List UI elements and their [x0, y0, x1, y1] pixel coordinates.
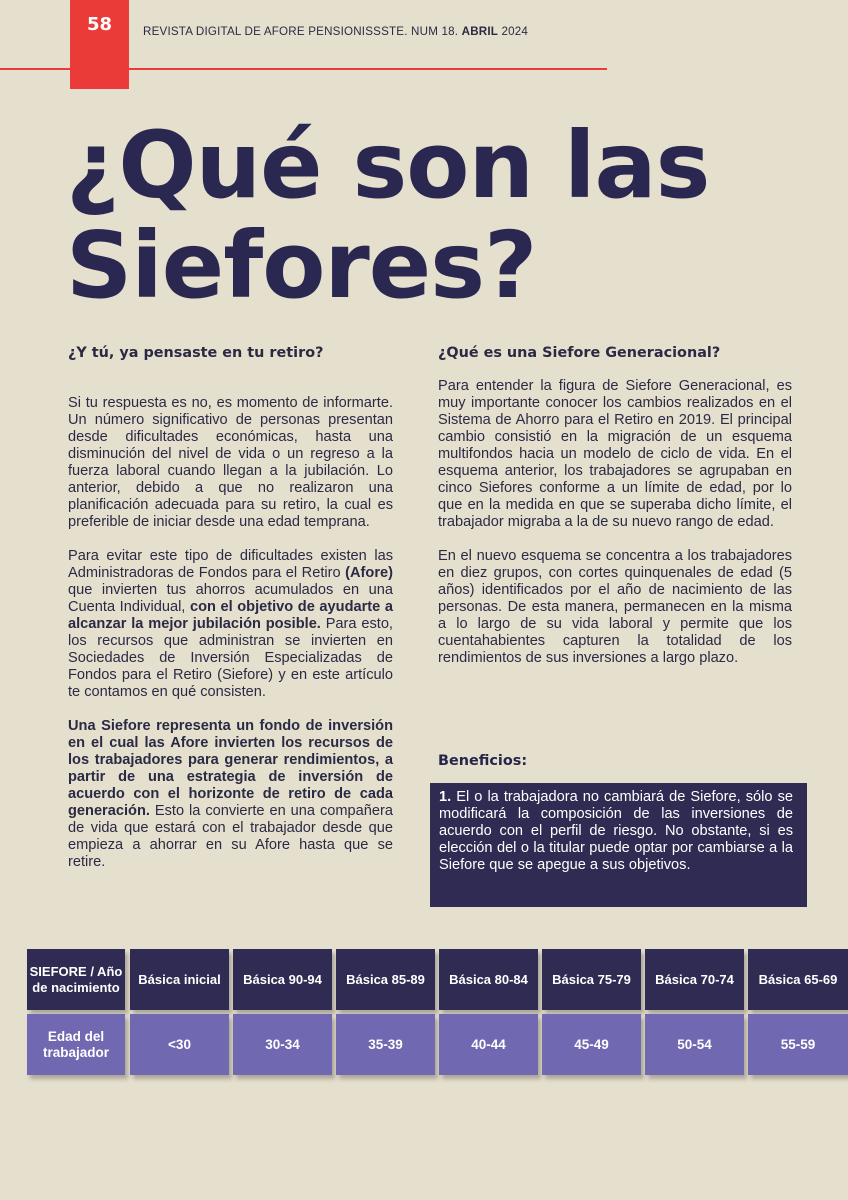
- header-rule: [0, 68, 607, 70]
- benefit-number: 1.: [439, 789, 452, 805]
- age-cell: 30-34: [233, 1014, 332, 1075]
- page-number: 58: [70, 0, 129, 89]
- publication-name: REVISTA DIGITAL DE AFORE PENSIONISSSTE. NUM 18.: [143, 25, 459, 38]
- age-cell: 45-49: [542, 1014, 641, 1075]
- age-cell: 35-39: [336, 1014, 435, 1075]
- left-paragraph-2: [68, 548, 393, 701]
- right-heading: ¿Qué es una Siefore Generacional?: [438, 345, 721, 361]
- p2-objective: con el objetivo de ayudarte a alcanzar la mejor jubilación posible.: [68, 599, 393, 632]
- p2-text-e: Para esto, los recursos que administran se invierten en Sociedades de Inversión Especializadas de Fondos para el Retiro (Siefore) y en este artículo te contamos en qué consisten.: [68, 616, 393, 700]
- siefore-cell: Básica 65-69: [748, 949, 848, 1010]
- benefit-text: El o la trabajadora no cambiará de Siefore, sólo se modificará la composición de las inversiones de acuerdo con el perfil de riesgo. No obstante, si es elección del o la titular puede optar por cambiarse a la Siefore que se apegue a sus objetivos.: [439, 789, 793, 873]
- issue-year: 2024: [501, 25, 529, 38]
- row-header-age: Edad del trabajador: [27, 1014, 125, 1075]
- age-cell: 55-59: [748, 1014, 848, 1075]
- age-cell: 40-44: [439, 1014, 538, 1075]
- siefore-cell: Básica 90-94: [233, 949, 332, 1010]
- p2-text-c: que invierten tus ahorros acumulados en una Cuenta Individual,: [68, 582, 393, 615]
- siefore-cell: Básica 85-89: [336, 949, 435, 1010]
- benefits-box: [430, 783, 807, 907]
- p3-rest: Esto la convierte en una compañera de vida que estará con el trabajador desde que empieza a ahorrar en su Afore hasta que se retire.: [68, 803, 393, 870]
- age-cell: <30: [130, 1014, 229, 1075]
- left-paragraph-3: [68, 718, 393, 871]
- left-paragraph-1: Si tu respuesta es no, es momento de informarte. Un número significativo de personas presentan desde dificultades económicas, hasta una disminución del nivel de vida o un regreso a la fuerza laboral cuando llegan a la jubilación. Lo anterior, debido a que no realizaron una planificación adecuada para su retiro, la cual es preferible de iniciar desde una edad temprana.: [68, 395, 393, 530]
- left-column: [68, 344, 393, 871]
- siefore-cell: Básica 70-74: [645, 949, 744, 1010]
- siefore-cell: Básica 80-84: [439, 949, 538, 1010]
- right-column: [438, 344, 792, 667]
- right-paragraph-2: En el nuevo esquema se concentra a los trabajadores en diez grupos, con cortes quinquenales de edad (5 años) identificados por el año de nacimiento de las personas. De esta manera, permanecen en la misma a lo largo de su vida laboral y permite que los cuentahabientes capturen la totalidad de los rendimientos de sus inversiones a largo plazo.: [438, 548, 792, 666]
- age-cell: 50-54: [645, 1014, 744, 1075]
- right-paragraph-1: Para entender la figura de Siefore Generacional, es muy importante conocer los cambios realizados en el Sistema de Ahorro para el Retiro en 2019. El principal cambio consistió en la migración de un esquema multifondos hacia un modelo de ciclo de vida. En el esquema anterior, los trabajadores se agrupaban en cinco Siefores conforme a un límite de edad, por lo que en la medida en que se superaba dicho límite, el trabajador migraba a la de su nuevo rango de edad.: [438, 378, 792, 530]
- siefore-cell: Básica inicial: [130, 949, 229, 1010]
- p2-afore: (Afore): [345, 565, 393, 581]
- p3-bold: Una Siefore representa un fondo de inversión en el cual las Afore invierten los recursos de los trabajadores para generar rendimientos, a partir de una estrategia de inversión de acuerdo con el horizonte de retiro de cada generación.: [68, 718, 393, 819]
- left-heading: ¿Y tú, ya pensaste en tu retiro?: [68, 345, 324, 361]
- row-header-siefore: SIEFORE / Año de nacimiento: [27, 949, 125, 1010]
- issue-month: ABRIL: [461, 25, 499, 38]
- siefore-cell: Básica 75-79: [542, 949, 641, 1010]
- benefits-heading: Beneficios:: [438, 753, 528, 769]
- article-title: ¿Qué son las Siefores?: [66, 112, 710, 319]
- p2-text-a: Para evitar este tipo de dificultades existen las Administradoras de Fondos para el Retiro: [68, 548, 393, 581]
- running-header: [143, 25, 528, 38]
